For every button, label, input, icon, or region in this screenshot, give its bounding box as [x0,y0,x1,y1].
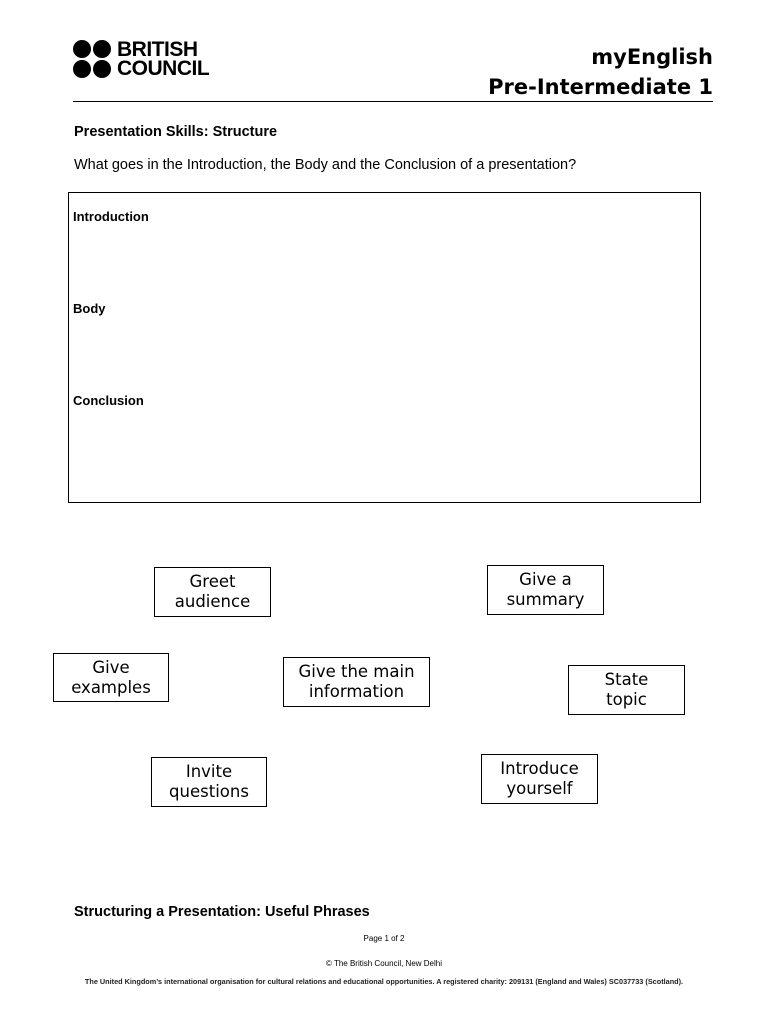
section-heading-useful-phrases: Structuring a Presentation: Useful Phrases [74,904,370,920]
card-text-line: Introduce [500,759,579,778]
logo-wordmark [117,40,209,78]
answer-box [68,192,701,503]
card-text-line: Invite [185,762,233,781]
card-greet-audience[interactable] [154,567,271,617]
page-number: Page 1 of 2 [363,934,405,943]
section-heading-structure: Presentation Skills: Structure [74,124,278,140]
card-text-line: Greet [189,572,236,591]
card-give-main-information[interactable] [283,657,430,707]
header-divider [73,101,713,102]
logo-dots-icon [73,40,111,78]
card-text-line: summary [506,590,585,609]
task-question: What goes in the Introduction, the Body and the Conclusion of a presentation? [74,157,577,173]
footer-charity-note: The United Kingdom’s international organisation for cultural relations and educational opportunities. A registered charity: 209131 (England and Wales) SC037733 (Scotland). [84,977,684,986]
card-text-line: State [604,670,649,689]
logo-line-2: COUNCIL [117,57,210,80]
card-text-line: Give a [519,570,572,589]
footer-copyright: © The British Council, New Delhi [325,959,442,968]
card-invite-questions[interactable] [151,757,267,807]
label-body: Body [73,301,106,316]
card-text-line: examples [71,677,151,697]
label-introduction: Introduction [73,209,149,224]
logo-line-1: BRITISH [117,38,198,61]
card-text-line: information [308,682,405,701]
card-give-examples[interactable] [53,653,169,702]
card-text-line: Give the main [298,662,415,681]
card-text-line: topic [606,690,647,709]
card-introduce-yourself[interactable] [481,754,598,804]
card-text-line: yourself [506,779,573,798]
card-give-summary[interactable] [487,565,604,615]
course-level: Pre-Intermediate 1 [488,75,713,99]
british-council-logo [73,40,209,78]
course-title [488,42,713,102]
label-conclusion: Conclusion [73,393,144,408]
card-text-line: audience [174,592,251,611]
card-state-topic[interactable] [568,665,685,715]
card-text-line: Give [92,657,130,677]
course-name: myEnglish [591,45,713,69]
card-text-line: questions [169,782,249,801]
